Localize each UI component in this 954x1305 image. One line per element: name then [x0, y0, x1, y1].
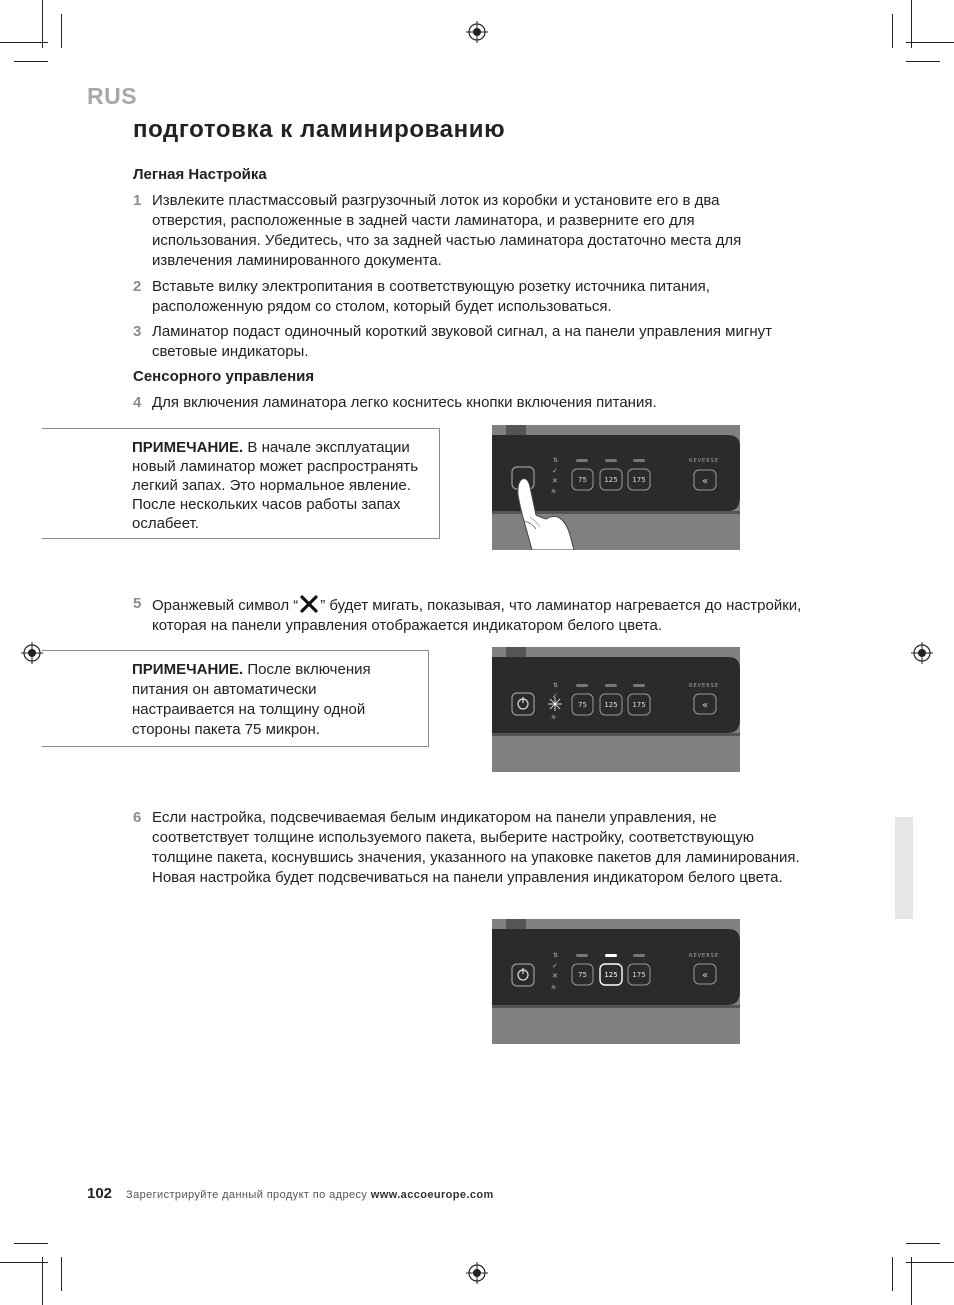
button-label-125: 125 [604, 476, 618, 484]
step-text: Вставьте вилку электропитания в соответствующую розетку источника питания, расположенную рядом со столом, который будет использоваться. [152, 278, 710, 315]
note-text [132, 438, 437, 533]
reverse-label: REVERSE [688, 953, 720, 959]
button-label-175: 175 [632, 971, 646, 979]
step-text: Для включения ламинатора легко коснитесь кнопки включения питания. [152, 394, 657, 411]
footer-text: Зарегистрируйте данный продукт по адресу [126, 1189, 371, 1201]
step-text: Если настройка, подсвечиваемая белым индикатором на панели управления, не соответствует толщине используемого пакета, выберите настройку, соответствующую толщине пакета, коснувшись значения, указанного на упаковке пакетов для ламинирования. Новая настройка будет подсвечиваться на панели управления индикатором белого цвета. [152, 809, 800, 886]
crop-mark [61, 14, 62, 48]
button-label-75: 75 [578, 971, 587, 979]
note-body: После включения питания он автоматически настраивается на толщину одной стороны пакета 75 микрон. [132, 661, 371, 738]
button-label-175: 175 [632, 476, 646, 484]
button-label-75: 75 [578, 701, 587, 709]
svg-text:✓: ✓ [552, 692, 558, 700]
svg-text:≋: ≋ [551, 984, 557, 991]
note-box [42, 650, 429, 747]
note-text [132, 660, 402, 740]
note-box [42, 428, 440, 539]
registration-mark-icon [21, 642, 43, 664]
page-footer [87, 1185, 494, 1202]
svg-text:✕: ✕ [552, 477, 558, 485]
step-number: 1 [133, 192, 142, 209]
reverse-label: REVERSE [688, 683, 720, 689]
note-body: В начале эксплуатации новый ламинатор может распространять легкий запах. Это нормальное явление. После нескольких часов работы запах ослабеет. [132, 439, 419, 532]
button-label-125: 125 [604, 701, 618, 709]
x-symbol-icon [299, 594, 319, 614]
step-number: 3 [133, 323, 142, 340]
crop-mark [911, 1257, 912, 1305]
section-heading: Легная Настройка [133, 166, 267, 183]
control-panel-illustration [492, 647, 740, 772]
svg-text:⇅: ⇅ [553, 682, 559, 689]
control-panel-illustration [492, 919, 740, 1044]
crop-mark [911, 0, 912, 48]
svg-text:✓: ✓ [552, 962, 558, 970]
step-text [152, 594, 823, 636]
svg-text:⇅: ⇅ [553, 457, 559, 464]
crop-mark [0, 1262, 48, 1263]
step-number: 4 [133, 394, 142, 411]
step-3 [133, 322, 823, 362]
crop-mark [892, 14, 893, 48]
language-label: RUS [87, 83, 138, 109]
svg-text:«: « [701, 970, 709, 981]
registration-mark-icon [911, 642, 933, 664]
page-number: 102 [87, 1185, 113, 1202]
crop-mark [0, 42, 48, 43]
step-text: Извлеките пластмассовый разгрузочный лоток из коробки и установите его в два отверстия, расположенные в задней части ламинатора, и разверните его для использования. Убедитесь, что за задней частью ламинатора достаточно места для извлечения ламинированного документа. [152, 192, 742, 269]
step-text-after: ” будет мигать, показывая, что ламинатор нагревается до настройки, которая на панели управления отображается индикатором белого цвета. [152, 597, 802, 634]
crop-mark [61, 1257, 62, 1291]
side-tab-marker [895, 817, 913, 919]
button-label-125: 125 [604, 971, 618, 979]
step-2 [133, 277, 823, 317]
note-label: ПРИМЕЧАНИЕ. [132, 439, 244, 456]
step-6 [133, 808, 823, 888]
step-1 [133, 191, 823, 271]
svg-text:≋: ≋ [551, 488, 557, 495]
crop-mark [892, 1257, 893, 1291]
crop-mark [906, 1262, 954, 1263]
svg-text:≋: ≋ [551, 714, 557, 721]
control-panel-illustration [492, 425, 740, 550]
section-heading: Сенсорного управления [133, 368, 315, 385]
step-text-before: Оранжевый символ “ [152, 597, 299, 614]
step-5 [133, 594, 823, 636]
step-4 [133, 393, 823, 413]
crop-mark [14, 1243, 48, 1244]
svg-text:⇅: ⇅ [553, 952, 559, 959]
crop-mark [906, 42, 954, 43]
step-text: Ламинатор подаст одиночный короткий звуковой сигнал, а на панели управления мигнут световые индикаторы. [152, 323, 772, 360]
note-label: ПРИМЕЧАНИЕ. [132, 661, 244, 678]
step-number: 6 [133, 809, 142, 826]
registration-mark-icon [466, 1262, 488, 1284]
step-number: 2 [133, 278, 142, 295]
page-title: подготовка к ламинированию [133, 116, 506, 143]
button-label-75: 75 [578, 476, 587, 484]
svg-text:✕: ✕ [552, 972, 558, 980]
svg-text:✓: ✓ [552, 467, 558, 475]
crop-mark [906, 1243, 940, 1244]
footer-url[interactable]: www.accoeurope.com [370, 1189, 494, 1201]
crop-mark [42, 1257, 43, 1305]
reverse-label: REVERSE [688, 458, 720, 464]
svg-text:«: « [701, 700, 709, 711]
crop-mark [42, 0, 43, 48]
step-number: 5 [133, 595, 142, 612]
svg-text:«: « [701, 476, 709, 487]
crop-mark [14, 61, 48, 62]
button-label-175: 175 [632, 701, 646, 709]
registration-mark-icon [466, 21, 488, 43]
crop-mark [906, 61, 940, 62]
